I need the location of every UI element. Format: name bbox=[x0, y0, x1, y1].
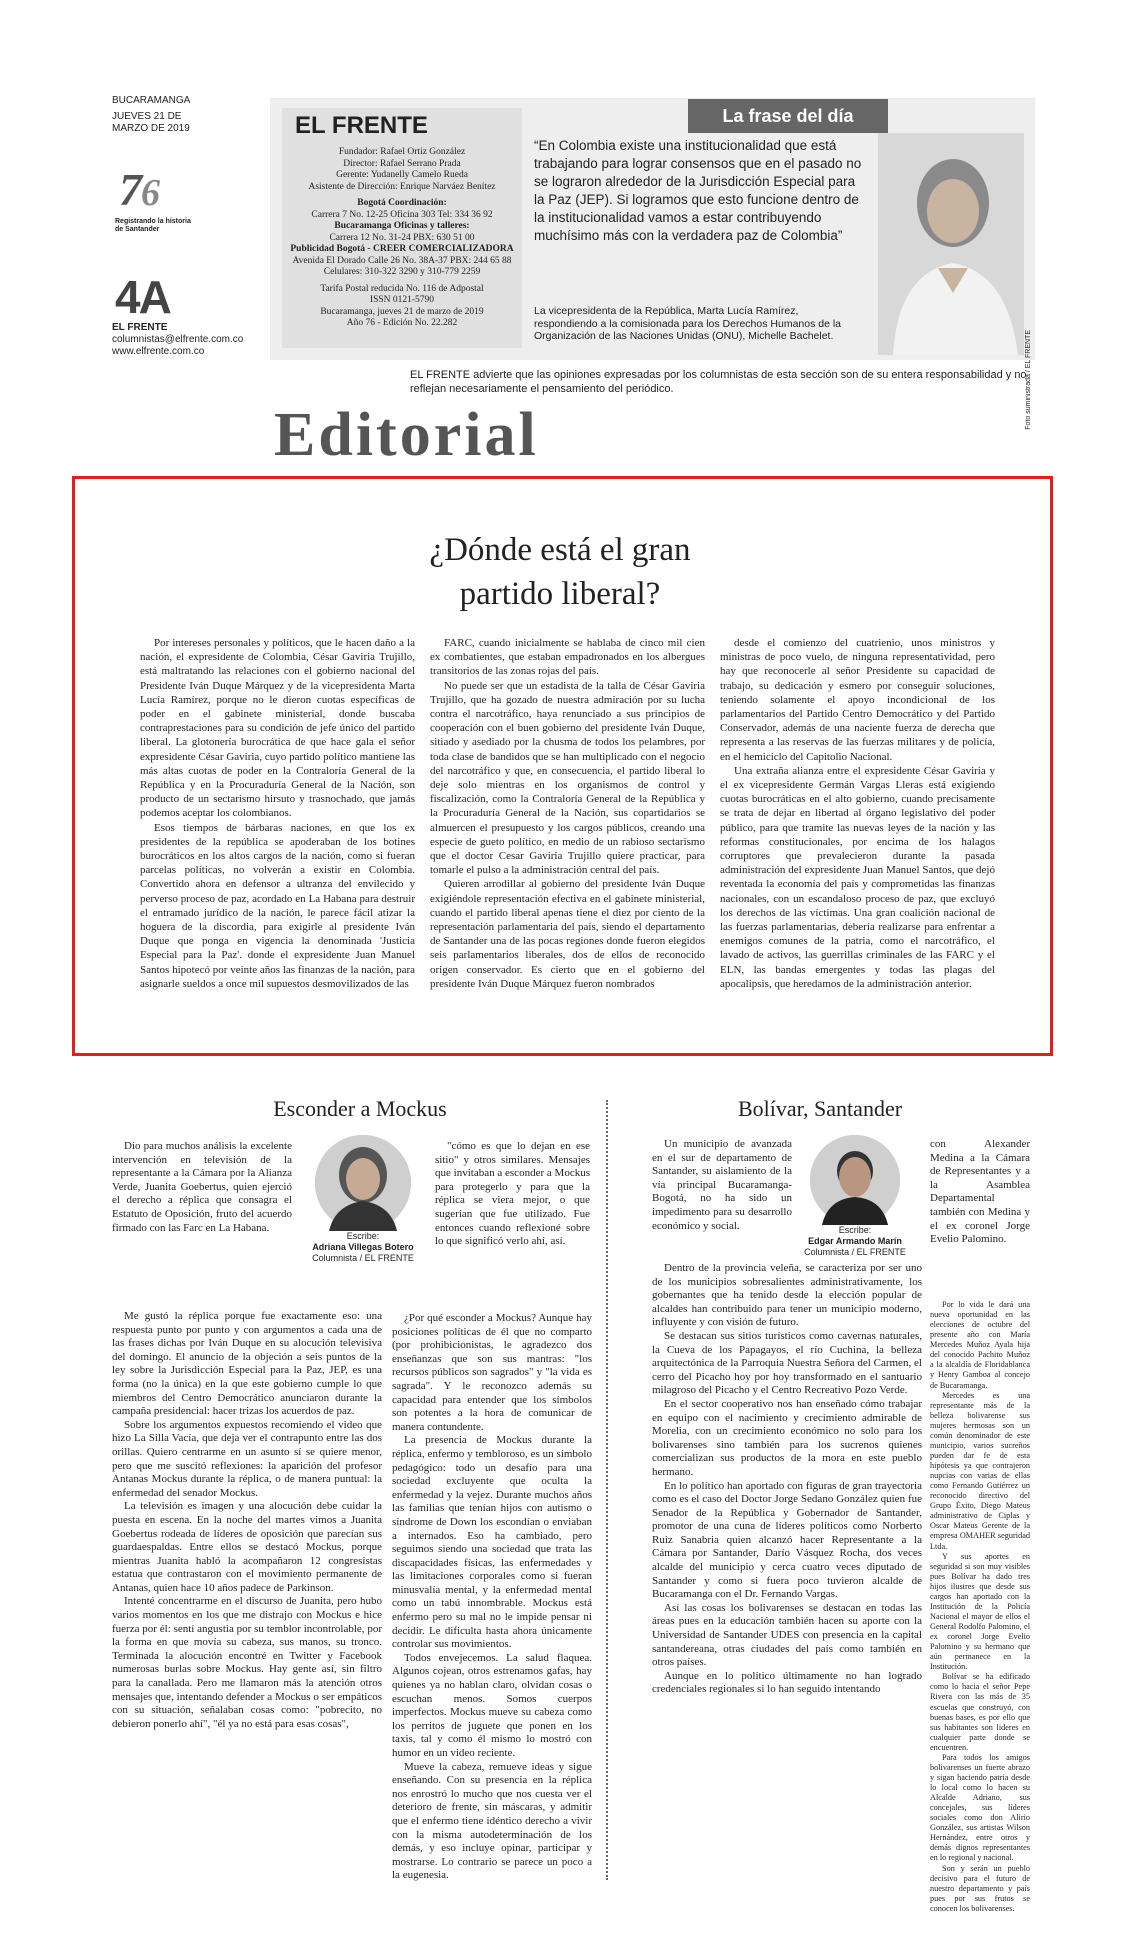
author-role: Columnista / EL FRENTE bbox=[312, 1253, 414, 1263]
paragraph: En lo político han aportado con figuras de gran trayectoria como es el caso del Doctor Jorge Sedano González quien fue Senador de la República y Gobernador de Santander, promotor de una cuna de líderes políticos como Norberto Ruiz Sanabria quien alcanzó hacer Representante a la Cámara por Santander, Darío Vásquez Rocha, dos veces alcalde del municipio y cerca cuatro veces diputado de Santander y como si fuera poco tuvieron alcalde de Bucaramanga con el Dr. Fernando Vargas. bbox=[652, 1479, 922, 1601]
paragraph: Para todos los amigos bolivarenses un fuerte abrazo y sigan haciendo patria desde lo local como lo hacen su Alcalde Adriano, sus concejales, sus líderes sociales como don Alirio González, sus artistas Wilson Hernández, entre otros y demás dignos representantes en lo regional y nacional. bbox=[930, 1752, 1030, 1863]
column-divider bbox=[606, 1100, 609, 1880]
paragraph: Así las cosas los bolivarenses se destacan en todas las áreas pues en la educación también hacen su aporte con la Universidad de Santander UDES con presencia en la capital santandereana, otras ciudades del país como también en otros países. bbox=[652, 1601, 922, 1669]
vicepresident-photo bbox=[878, 133, 1024, 355]
editorial-title-line: partido liberal? bbox=[459, 576, 661, 612]
paragraph: Intenté concentrarme en el discurso de Juanita, pero hubo varios momentos en los que me distrajo con Mockus e hice fuerza por él: sentí angustia por su temblor incontrolable, por la forma en que movía su cabeza, sus manos, su tronco. Terminada la alocución encontré en Twitter y Facebook numerosas burlas sobre Mockus. Hay gente así, sin filtro para la canallada. Pero me llamaron más la atención otros mensajes que, intentando defender a Mockus o ser empáticos con su situación, señalaban cosas como: "pobrecito, no debieron ponerlo ahí", "él ya no está para esas cosas", bbox=[112, 1595, 382, 1730]
right-column-text-2 bbox=[930, 1138, 1030, 1247]
left-column-title: Esconder a Mockus bbox=[273, 1096, 447, 1121]
author-credit bbox=[298, 1231, 428, 1264]
staff-line: Carrera 12 No. 31-24 PBX: 630 51 00 bbox=[329, 232, 475, 243]
paragraph: Mercedes es una representante más de la belleza bolivarense sus mujeres hermosas son un común denominador de este municipio, varios sucreños pueden dar fe de esta hipótesis ya que contrajeron nupcias con varias de ellas como Fernando Gutiérrez un reconocido directivo del Grupo Éxito, Diego Mateus administrativo de Ciplas y Oscar Mateus Gerente de la empresa OMAHER seguridad Ltda. bbox=[930, 1390, 1030, 1551]
staff-line: Gerente: Yudanelly Camelo Rueda bbox=[336, 170, 468, 180]
city-label: BUCARAMANGA bbox=[112, 95, 191, 106]
quote-of-day-header: La frase del día bbox=[688, 99, 888, 133]
masthead-dateline bbox=[112, 95, 252, 135]
author-name: Adriana Villegas Botero bbox=[312, 1242, 414, 1252]
paragraph: Un municipio de avanzada en el sur de departamento de Santander, su aislamiento de la vía principal Bucaramanga-Bogotá, no ha sido un impedimento para su desarrollo económico y social. bbox=[652, 1138, 792, 1232]
editorial-title-line: ¿Dónde está el gran bbox=[429, 532, 691, 568]
right-column-text-2b bbox=[930, 1300, 1030, 1914]
paper-name: EL FRENTE bbox=[112, 322, 168, 333]
paragraph: Mueve la cabeza, remueve ideas y sigue enseñando. Con su presencia en la réplica nos enrostró lo mucho que nos cuesta ver el deterioro de frente, sin máscaras, y admitir que el enfermo tiene idéntico derecho a vivir con la misma autodeterminación de los demás, y eso incluye opinar, participar y mostrarse. Lo contrario se parece un poco a la eugenesia. bbox=[392, 1760, 592, 1882]
photo-credit: Foto suministrada / EL FRENTE bbox=[1025, 330, 1032, 430]
staff-line: Publicidad Bogotá - CREER COMERCIALIZADORA bbox=[290, 244, 514, 254]
staff-line: Bucaramanga, jueves 21 de marzo de 2019 bbox=[320, 306, 484, 317]
paragraph: Una extraña alianza entre el expresidente César Gaviria y el ex vicepresidente Germán Vargas Lleras está exigiendo cuotas burocráticas en el alto gobierno, cuando precisamente se trata de dejar en libertad al órgano legislativo del poder público, para que tramite las nuevas leyes de la nación y las reformas constitucionales, por encima de los halagos corruptores que prevalecieron durante la pasada administración del expresidente Juan Manuel Santos, que dejó reventada la economía del país y comprometidas las finanzas nacionales, con un escandaloso proceso de paz, que excluyó los derechos de las víctimas. Una gran coalición nacional de las fuerzas parlamentarias, debería realizarse para enfrentar a enemigos comunes de la patria, como el narcotráfico, el lavado de activos, las guerrillas criminales de las FARC y el ELN, las bandas emergentes y todas las plagas del apocalipsis, que heredamos de la administración anterior. bbox=[720, 764, 995, 990]
author-credit bbox=[795, 1225, 915, 1258]
editorial-column-3 bbox=[720, 636, 995, 991]
paragraph: Esos tiempos de bárbaras naciones, en que los ex presidentes de la república se apoderaban de los botines burocráticos en los altos cargos de la nación, como si fueran parcelas políticas, no volverán a existir en Colombia. Convertido ahora en defensor a ultranza del envilecido y perverso proceso de paz, acordado en La Habana para destruir el entramado jurídico de la nación, le parece fácil atizar la hoguera de la discordia, para exigirle al presidente Iván Duque que ponga en vigencia la denominada 'Justicia Especial para la Paz'. donde el expresidente Juan Manuel Santos hipotecó por veinte años las finanzas de la nación, para asignarle sueldos a once mil supuestos desmovilizados de las bbox=[140, 821, 415, 990]
paragraph: Aunque en lo político últimamente no han logrado credenciales regionales si lo han seguido intentando bbox=[652, 1669, 922, 1696]
paragraph: La presencia de Mockus durante la réplica, enfermo y tembloroso, es un símbolo pedagógico: todo un desafío para una sociedad excluyente que oculta la enfermedad y la vejez. Durante muchos años las familias que tenían hijos con autismo o síndrome de Down los escondían o enviaban a internados. Eso ha cambiado, pero seguimos siendo una sociedad que trata las discapacidades físicas, las enfermedades y las limitaciones corporales como si fueran minusvalía mental, y la enfermedad mental como un tabú innombrable. Mockus está enfermo pero su mal no le impide pensar ni decidir. Le dificulta hasta ahora únicamente controlar sus movimientos. bbox=[392, 1434, 592, 1651]
paragraph: Dentro de la provincia veleña, se caracteriza por ser uno de los municipios sobresalientes administrativamente, los gobernantes que ha tenido desde la elección popular de alcaldes han contribuido para tener un municipio moderno, influyente y con visión de futuro. bbox=[652, 1262, 922, 1329]
staff-line: Director: Rafael Serrano Prada bbox=[343, 158, 461, 169]
paragraph: Dio para muchos análisis la excelente intervención en televisión de la representante a la Cámara por la Alianza Verde, Juanita Goebertus, quien ejerció el derecho a réplica que consagra el Estatuto de Oposición, fruto del acuerdo firmado con las Farc en La Habana. bbox=[112, 1140, 292, 1234]
web-link[interactable]: www.elfrente.com.co bbox=[112, 346, 205, 357]
author-role: Columnista / EL FRENTE bbox=[804, 1247, 906, 1257]
paragraph: No puede ser que un estadista de la talla de César Gaviria Trujillo, que ha gozado de nuestra admiración por su lucha contra el narcotráfico, haya renunciado a sus principios de cooperación con el buen gobierno del presidente Iván Duque, sitiado y asediado por la chusma de todos los pelambres, por toda clase de bandidos que se han multiplicado con el negocio del narcotráfico y que, en consecuencia, el partido liberal lo deje solo mientras en los organismos de control y fiscalización, como la Contraloría General de la República y la Procuraduría General de la Nación, sus copartidarios se almuercen el presupuesto y los cargos públicos, creando una especie de gueto político, en medio de un rabioso sectarismo que el doctor Cesar Gaviria Trujillo quiere practicar, para tomarle el pulso a la administración central del país. bbox=[430, 679, 705, 877]
paragraph: Bolívar se ha edificado como lo hacia el señor Pepe Rivera con las más de 35 escuelas que construyó, con buenas bases, es por ello que sus habitantes son lideres en cualquier parte donde se encuentren. bbox=[930, 1672, 1030, 1752]
paragraph: con Alexander Medina a la Cámara de Representantes y a la Asamblea Departamental también con Medina y el ex coronel Jorge Evelio Palomino. bbox=[930, 1138, 1030, 1246]
email-link[interactable]: columnistas@elfrente.com.co bbox=[112, 334, 244, 345]
staff-line: Año 76 - Edición No. 22.282 bbox=[346, 318, 458, 328]
staff-line: Tarifa Postal reducida No. 116 de Adpostal bbox=[320, 283, 484, 294]
author-name: Edgar Armando Marín bbox=[808, 1236, 902, 1246]
quote-of-day-text: “En Colombia existe una institucionalidad que está trabajando para lograr consensos que en el pasado no se lograron alrededor de la Jurisdicción Especial para la Paz (JEP). Si logramos que esto funcione dentro de la institucionalidad vamos a estar contribuyendo muchísimo más con la verdadera paz de Colombia” bbox=[534, 138, 862, 243]
staff-line: Asistente de Dirección: Enrique Narváez Benítez bbox=[308, 181, 496, 192]
author-portrait-icon bbox=[810, 1135, 900, 1225]
author-prefix: Escribe: bbox=[838, 1225, 872, 1235]
author-avatar bbox=[810, 1135, 900, 1225]
editorial-column-2 bbox=[430, 636, 705, 991]
left-column-text-1b bbox=[112, 1310, 382, 1731]
editorial-column-1 bbox=[140, 636, 415, 991]
date-label: JUEVES 21 DE MARZO DE 2019 bbox=[112, 111, 190, 134]
staff-line: ISSN 0121-5790 bbox=[369, 295, 435, 305]
staff-list bbox=[282, 147, 522, 330]
quote-caption: La vicepresidenta de la República, Marta Lucía Ramírez, respondiendo a la comisionada para los Derechos Humanos de la Organización de las Naciones Unidas (ONU), Michelle Bachelet. bbox=[534, 305, 842, 342]
right-column-title: Bolívar, Santander bbox=[737, 1096, 903, 1121]
author-portrait-icon bbox=[315, 1135, 411, 1231]
staff-line: Carrera 7 No. 12-25 Oficina 303 Tel: 334 36 92 bbox=[311, 209, 493, 220]
paragraph: Por lo vida le dará una nueva oportunidad en las elecciones de octubre del presente año con María Mercedes Muñoz Ayala hija del conocido Pachito Muñoz a la alcaldía de Floridablanca y Henry Gamboa al concejo de Bucaramanga. bbox=[930, 1300, 1030, 1390]
contact-block bbox=[112, 322, 243, 358]
paragraph: Todos envejecemos. La salud flaquea. Algunos cojean, otros estrenamos gafas, hay quienes ya no hablan claro, olvidan cosas o escuchan menos. Somos cuerpos imperfectos. Mockus mueve su cabeza como los perritos de juguete que ponen en los taxis, tal y como él mismo lo mostró con humor en un video reciente. bbox=[392, 1651, 592, 1759]
opinion-disclaimer: EL FRENTE advierte que las opiniones expresadas por los columnistas de esta sección son de su entera responsabilidad y no reflejan necesariamente el pensamiento del periódico. bbox=[410, 369, 1027, 395]
staff-line: Avenida El Dorado Calle 26 No. 38A-37 PBX: 244 65 88 bbox=[292, 255, 512, 266]
paragraph: desde el comienzo del cuatrienio, unos ministros y ministras de poco vuelo, de ninguna representatividad, pero hay que reconocerle al señor Presidente su capacidad de trabajo, su dedicación y esmero por conseguir soluciones, teniendo solamente el apoyo incondicional de los parlamentarios del Partido Centro Democrático y del Partido Conservador, además de una naciente fuerza de derecha que representa a las reservas de las fuerzas militares y de policía, en el hemiciclo del Capitolio Nacional. bbox=[720, 637, 995, 763]
right-author-box bbox=[795, 1135, 915, 1258]
paragraph: FARC, cuando inicialmente se hablaba de cinco mil cien ex combatientes, que estaban empadronados en los albergues transitorios de las zonas rojas del país. bbox=[430, 637, 705, 678]
paragraph: Quieren arrodillar al gobierno del presidente Iván Duque exigiéndole representación efectiva en el gabinete ministerial, cuando el partido liberal apenas tiene el diez por ciento de la representación parlamentaria del país, siendo el departamento de Santander una de las pocas regiones donde fueron elegidos seis parlamentarios liberales, dos de ellos de reconocido origen conservador. Es cierto que en el gobierno del presidente Iván Duque Márquez fueron nombrados bbox=[430, 878, 705, 990]
paragraph: "cómo es que lo dejan en ese sitio" y otros similares. Mensajes que invitaban a esconder a Mockus para protegerlo y para que la réplica se viera mejor, o que sugerían que fue utilizado. Fue entonces cuando reflexioné sobre lo que significó verlo ahí, así. bbox=[435, 1140, 590, 1248]
staff-line: Bogotá Coordinación: bbox=[357, 198, 447, 208]
author-prefix: Escribe: bbox=[346, 1231, 380, 1241]
paragraph: Por intereses personales y políticos, que le hacen daño a la nación, el expresidente de Colombia, César Gaviria Trujillo, está maltratando las relaciones con el gobierno nacional del Presidente Iván Duque Márquez y de la vicepresidenta Marta Lucía Ramírez, porque no le dieron cuotas específicas de poder en el gabinete ministerial, donde buscaba contraprestaciones para su condición de jefe único del partido liberal. La glotonería burocrática de que hace gala el señor expresidente César Gaviria, cuyo partido político mantiene las más altas cuotas de poder en la Contraloría General de la República y en la Procuraduría General de la Nación, son producto de un sectarismo hirsuto y trasnochado, que jamás podemos aceptar los colombianos. bbox=[140, 637, 415, 820]
anniversary-logo-icon bbox=[115, 165, 185, 213]
staff-line: Bucaramanga Oficinas y talleres: bbox=[334, 221, 470, 231]
staff-line: Fundador: Rafael Ortiz González bbox=[338, 147, 466, 157]
page-number: 4A bbox=[115, 271, 170, 323]
section-title: Editorial bbox=[274, 401, 539, 469]
portrait-photo-icon bbox=[878, 133, 1024, 355]
paragraph: Sobre los argumentos expuestos recomiendo el video que hizo La Silla Vacía, que deja ver el contrapunto entre las dos orillas. Quiero centrarme en un asunto sí se quiere menor, pero que me suscitó reflexiones: la aparición del profesor Antanas Mockus durante la réplica, o de manera puntual: la enfermedad del senador Mockus. bbox=[112, 1418, 382, 1499]
right-column-text-1 bbox=[652, 1138, 792, 1233]
logo-caption: Registrando la historia de Santander bbox=[115, 218, 191, 233]
left-column-text-2 bbox=[435, 1140, 590, 1249]
svg-text:6: 6 bbox=[141, 172, 160, 213]
left-column-text-2b bbox=[392, 1312, 592, 1883]
paragraph: ¿Por qué esconder a Mockus? Aunque hay posiciones políticas de él que no comparto (por prohibicionistas, le agradezco dos enseñanzas que son sus mantras: "los recursos públicos son sagrados" y "la vida es sagrada". Y le reconozco además su capacidad para entender que los símbolos son potentes a la hora de comunicar de manera contundente. bbox=[392, 1312, 592, 1433]
paragraph: En el sector cooperativo nos han enseñado cómo trabajar en equipo con el nacimiento y crecimiento admirable de Morelia, con un crecimiento económico no solo para los bolivarenses sino también para los sucrenos quienes comercializan sus productos de la mora en este pueblo hermano. bbox=[652, 1397, 922, 1478]
left-author-box bbox=[298, 1135, 428, 1264]
staff-line: Celulares: 310-322 3290 y 310-779 2259 bbox=[323, 267, 481, 277]
right-column-text-1b bbox=[652, 1262, 922, 1697]
svg-text:7: 7 bbox=[119, 165, 142, 213]
staff-title: EL FRENTE bbox=[295, 112, 428, 139]
paragraph: Y sus aportes en seguridad si son muy visibles pues Bolívar ha dado tres hijos ilustres que desde sus cargos han aportado con la Institución de la Policía Nacional el mayor de ellos el General Rodolfo Palomino, el ex coronel Jorge Evelio Palomino y su hermano que aún permanece en la Institución. bbox=[930, 1551, 1030, 1672]
editorial-title bbox=[250, 528, 870, 616]
paragraph: Son y serán un pueblo decisivo para el futuro de nuestro departamento y país pues por sus frutos se conocen los bolivarenses. bbox=[930, 1863, 1030, 1913]
author-avatar bbox=[315, 1135, 411, 1231]
paragraph: Se destacan sus sitios turísticos como cavernas naturales, la Cueva de los Papagayos, el río Cuchina, la belleza arquitectónica de la Parroquia Nuestra Señora del Carmen, el cerro del Picacho hoy por hoy transformado en el santuario milagroso del Picacho y el Centro Recreativo Pozo Verde. bbox=[652, 1329, 922, 1397]
paragraph: La televisión es imagen y una alocución debe cuidar la puesta en escena. En la noche del martes vimos a Juanita Goebertus rodeada de líderes de oposición que parecían sus guardaespaldas. Entre ellos se destacó Mockus, porque mientras Juanita habló la acompañaron 12 congresistas estatua que contrastaron con el movimiento permanente de Antanas, quien hace 10 años padece de Parkinson. bbox=[112, 1500, 382, 1594]
paragraph: Me gustó la réplica porque fue exactamente eso: una respuesta punto por punto y con argumentos a cada una de las frases dichas por Iván Duque en su alocución televisiva del domingo. El anuncio de la objeción a seis puntos de la ley sobre la Jurisdicción Especial para la Paz, JEP, es una forma (no la única) en la que este gobierno cumple lo que miembros del Centro Democrático anunciaron durante la campaña presidencial: hacer trizas los acuerdos de paz. bbox=[112, 1310, 382, 1418]
anniversary-logo bbox=[115, 165, 191, 233]
left-column-text-1 bbox=[112, 1140, 292, 1235]
